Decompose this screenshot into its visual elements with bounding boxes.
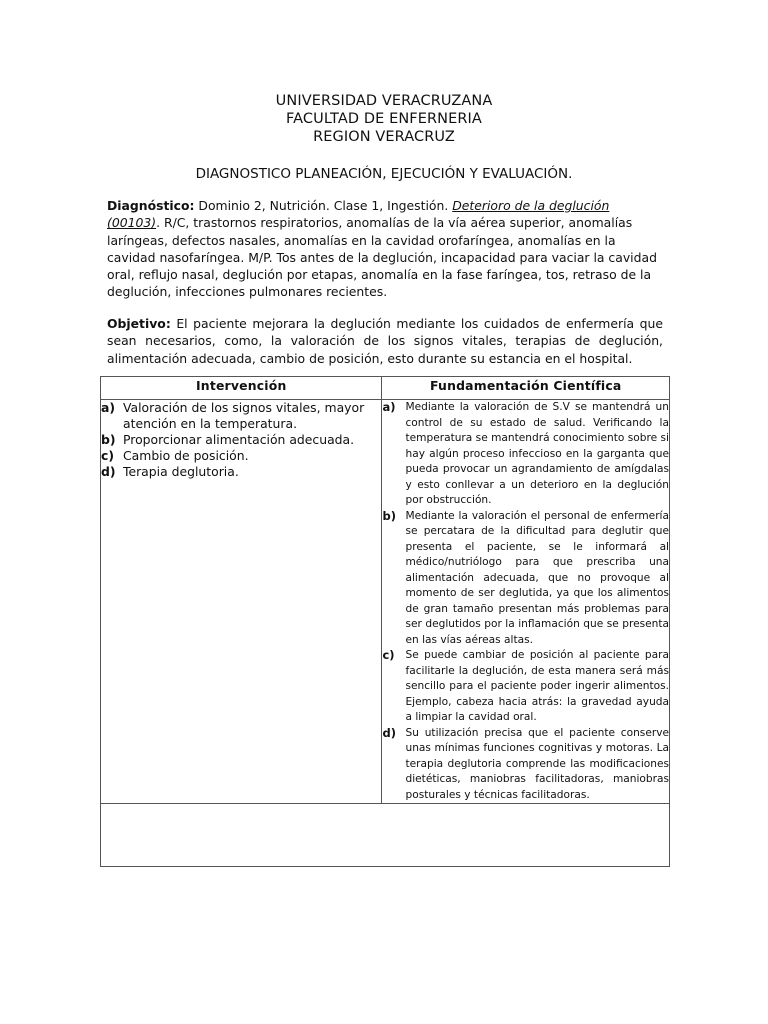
diagnosis-code: Deterioro de la deglución (00103) [107, 198, 610, 231]
fundamentacion-text: Mediante la valoración de S.V se mantendrá un control de su estado de salud. Verificando la temperatura se mantendrá conocimiento sobre si hay algún proceso infeccioso en la garganta que pueda provocar un agrandamiento de amígdalas y esto conllevar a un deterioro en la deglución por obstrucción. [405, 401, 669, 506]
list-item [101, 400, 381, 432]
diagnostico-body: . R/C, trastornos respiratorios, anomalías de la vía aérea superior, anomalías laríngeas, defectos nasales, anomalías en la cavidad orofaríngea, anomalías en la cavidad nasofaríngea. M/P. Tos antes de la deglución, incapacidad para vaciar la cavidad oral, reflujo nasal, deglución por etapas, anomalía en la fase faríngea, tos, retraso de la deglución, infecciones pulmonares recientes. [107, 215, 657, 300]
faculty-title: FACULTAD DE ENFERNERIA [286, 111, 482, 127]
intervention-text: Terapia deglutoria. [123, 464, 239, 479]
list-marker: a) [101, 400, 116, 415]
list-item [101, 448, 381, 464]
document-subtitle: DIAGNOSTICO PLANEACIÓN, EJECUCIÓN Y EVALUACIÓN. [195, 166, 573, 182]
list-marker: c) [101, 448, 115, 463]
fundamentacion-text: Se puede cambiar de posición al paciente para facilitarle la deglución, de esta manera será más sencillo para el paciente poder ingerir alimentos. Ejemplo, cabeza hacia atrás: la gravedad ayuda a limpiar la cavidad oral. [405, 649, 669, 723]
objetivo-body: El paciente mejorara la deglución mediante los cuidados de enfermería que sean necesarios, como, la valoración de los signos vitales, terapias de deglución, alimentación adecuada, cambio de posición, esto durante su estancia en el hospital. [107, 316, 663, 366]
empty-table-row [101, 804, 670, 867]
intervention-list [101, 400, 381, 480]
list-item [101, 432, 381, 448]
fundamentacion-list [382, 400, 669, 803]
empty-cell [101, 804, 670, 867]
intervention-cell [101, 400, 382, 804]
diagnostico-label: Diagnóstico: [107, 198, 195, 213]
diagnostico-intro: Dominio 2, Nutrición. Clase 1, Ingestión. [194, 198, 453, 213]
list-item [382, 400, 669, 509]
list-marker: b) [101, 432, 116, 447]
fundamentacion-text: Mediante la valoración el personal de enfermería se percatara de la dificultad para deglutir que presenta el paciente, se le informará al médico/nutriólogo para que prescriba una alimentación adecuada, que no provoque al momento de ser deglutida, ya que los alimentos de gran tamaño presentan más problemas para ser deglutidos por la inflamación que se presenta en las vías aéreas altas. [405, 509, 669, 646]
header-fundamentacion: Fundamentación Científica [382, 377, 670, 400]
table-header-row [101, 377, 670, 400]
list-marker: b) [382, 508, 396, 523]
header-intervencion: Intervención [101, 377, 382, 400]
list-marker: c) [382, 648, 395, 662]
list-item [382, 509, 669, 649]
objetivo-label: Objetivo: [107, 316, 171, 331]
list-item [382, 726, 669, 804]
objetivo-paragraph [107, 315, 663, 367]
table-row [101, 400, 670, 804]
intervention-text: Cambio de posición. [123, 448, 249, 463]
list-marker: a) [382, 400, 396, 414]
diagnostico-paragraph [107, 197, 663, 301]
university-title: UNIVERSIDAD VERACRUZANA [275, 93, 493, 109]
list-item [101, 464, 381, 480]
list-item [382, 648, 669, 726]
fundamentacion-cell [382, 400, 670, 804]
intervention-text: Proporcionar alimentación adecuada. [123, 432, 355, 447]
fundamentacion-text: Su utilización precisa que el paciente conserve unas mínimas funciones cognitivas y motoras. La terapia deglutoria comprende las modificaciones dietéticas, maniobras facilitadoras, maniobras posturales y técnicas facilitadoras. [405, 726, 669, 801]
document-header [0, 92, 768, 146]
intervention-text: Valoración de los signos vitales, mayor atención en la temperatura. [123, 400, 365, 431]
care-plan-table [100, 376, 670, 867]
region-title: REGION VERACRUZ [313, 129, 455, 145]
list-marker: d) [382, 725, 396, 740]
list-marker: d) [101, 464, 116, 479]
